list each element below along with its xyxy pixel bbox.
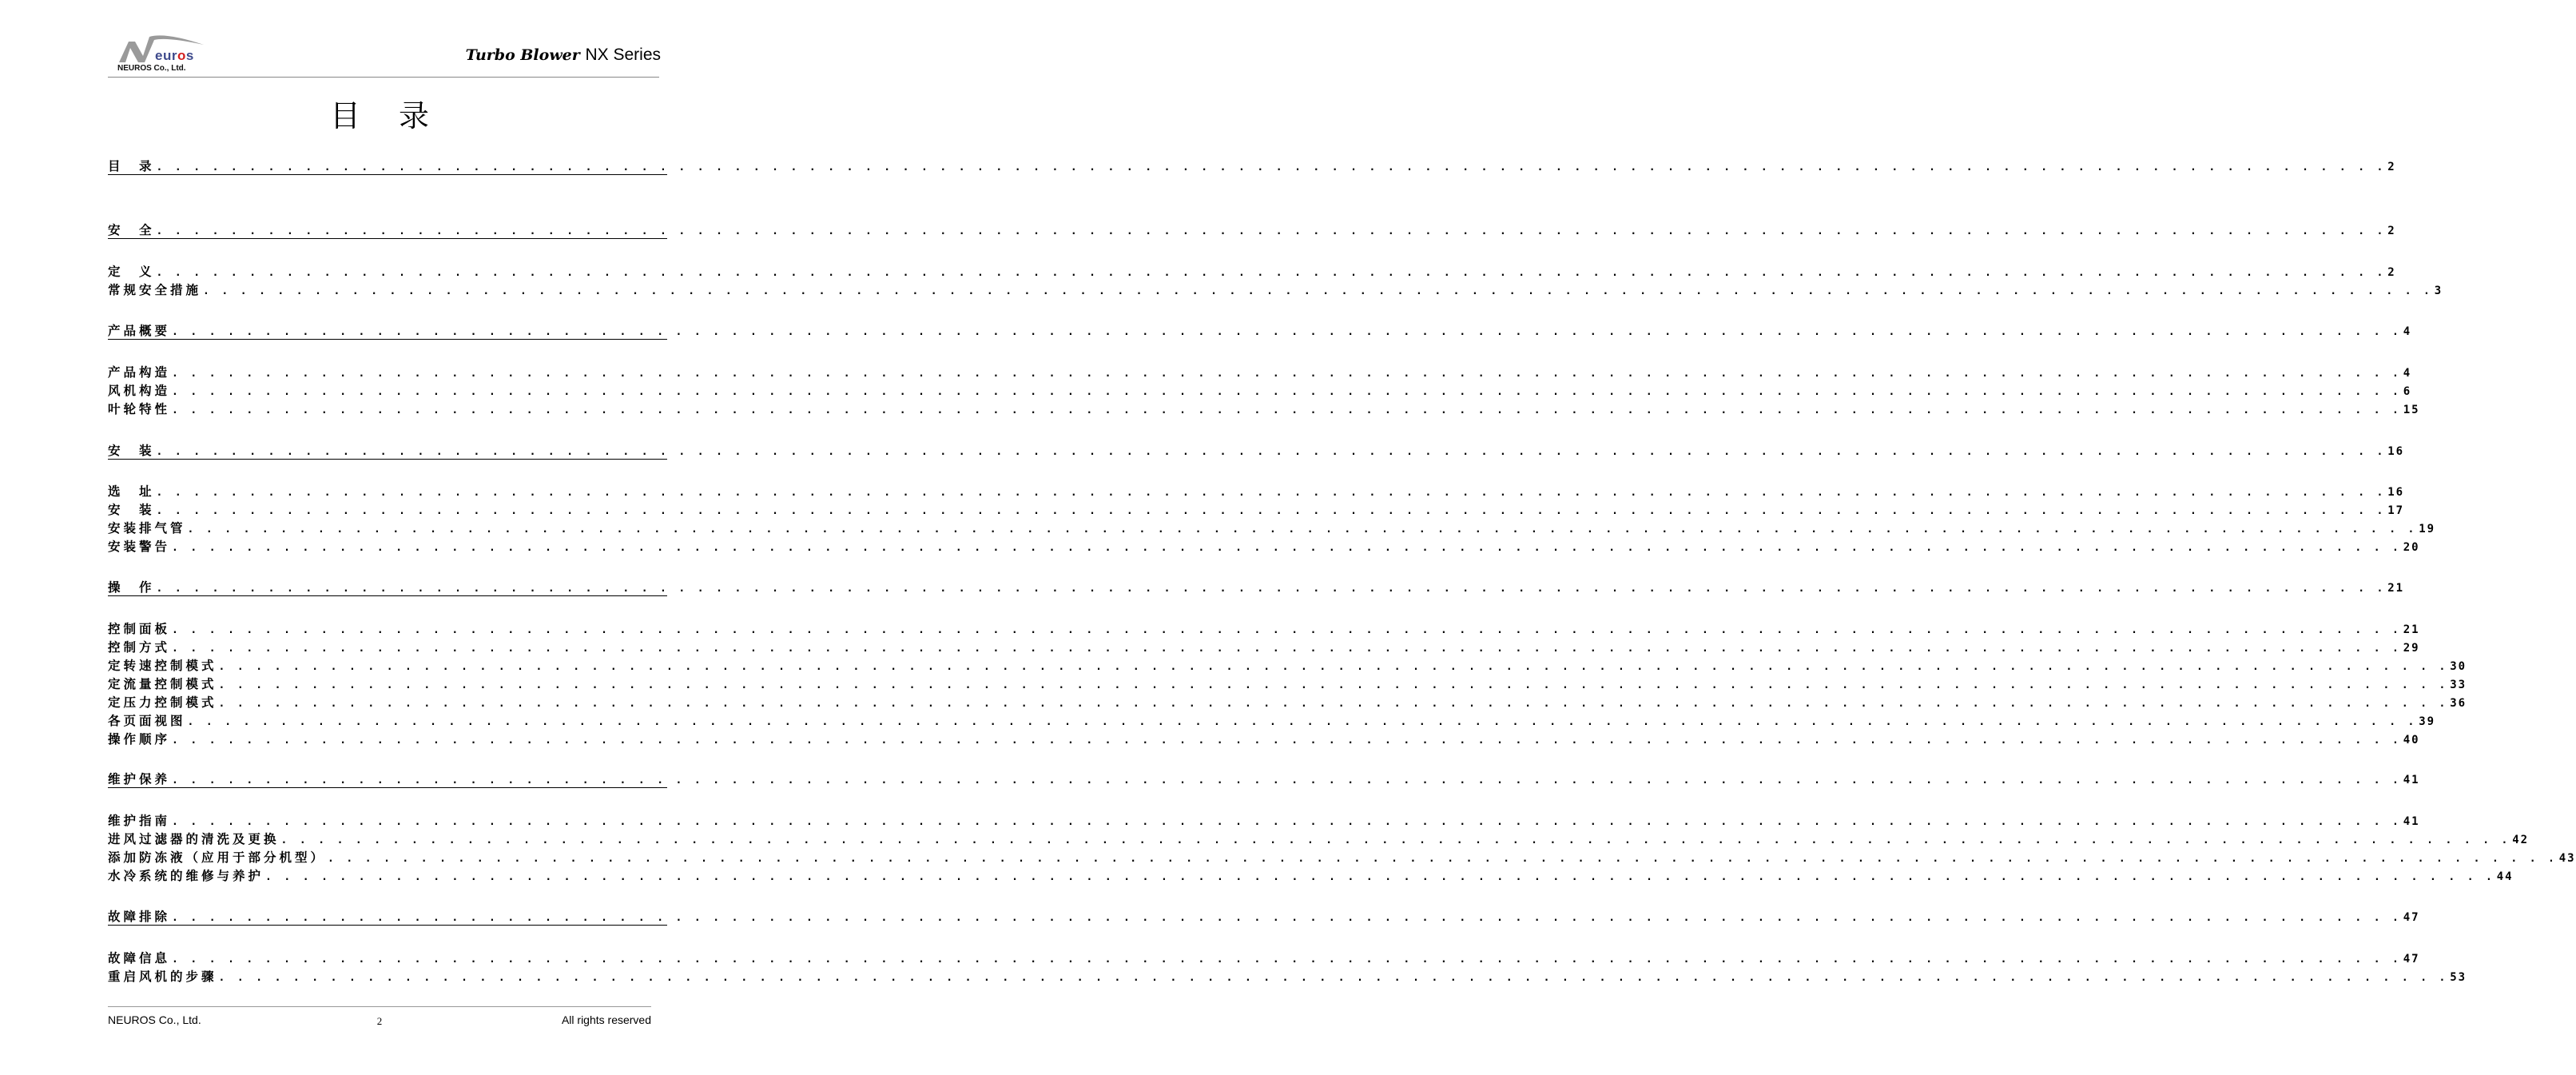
toc-entry-page: 29: [2403, 642, 2420, 655]
toc-subsection-entry[interactable]: [108, 712, 2436, 730]
toc-entry-page: 40: [2403, 734, 2420, 747]
toc-entry-title: 操作顺序: [108, 732, 171, 747]
toc-subsection-entry[interactable]: [108, 731, 2420, 748]
toc-entry-page: 39: [2419, 715, 2436, 728]
toc-entry-page: 2: [2387, 266, 2396, 279]
toc-entry-title: 水冷系统的维修与养护: [108, 869, 264, 883]
footer-company: NEUROS Co., Ltd.: [108, 1013, 201, 1026]
toc-dot-leader: . . . . . . . . . . . . . . . . . . . . . . . . . . . . . . . . . . . . . . . . . . . . . . . . . . . . . . . . . . . . . . . . . . . . . . . . . . . . . . . . . . . . . . . . . . . . . . . . . . . . . . . . . . . . . . . . . . . . . . . .: [203, 285, 2433, 297]
toc-dot-leader: . . . . . . . . . . . . . . . . . . . . . . . . . . . . . . . . . . . . . . . . . . . . . . . . . . . . . . . . . . . . . . . . . . . . . . . . . . . . . . . . . . . . . . . . . . . . . . . . . . . . . . . . . . . . . . . . . . . . . . . .: [172, 624, 2402, 636]
toc-subsection-entry[interactable]: [108, 263, 2396, 281]
toc-entry-title: 故障排除: [108, 910, 171, 924]
toc-dot-leader: . . . . . . . . . . . . . . . . . . . . . . . . . . . . . . . . . . . . . . . . . . . . . . . . . . . . . . . . . . . . . . . . . . . . . . . . . . . . . . . . . . . . . . . . . . . . . . . . . . . . . . . . . . . . . . . . . . . . . . . .: [187, 524, 2418, 536]
toc-entry-page: 20: [2403, 541, 2420, 554]
toc-dot-leader: . . . . . . . . . . . . . . . . . . . . . . . . . . . . . . . . . . . . . . . . . . . . . . . . . . . . . . . . . . . . . . . . . . . . . . . . . . . . . . . . . . . . . . . . . . . . . . . . . . . . . . . . . . . . . . . . . . . . . . . .: [280, 834, 2511, 846]
toc-entry-page: 16: [2387, 445, 2405, 458]
toc-entry-page: 2: [2387, 161, 2396, 173]
toc-dot-leader: . . . . . . . . . . . . . . . . . . . . . . . . . . . . . . . . . . . . . . . . . . . . . . . . . . . . . . . . . . . . . . . . . . . . . . . . . . . . . . . . . . . . . . . . . . . . . . . . . . . . . . . . . . . . . . . . . . . . . . . .: [172, 816, 2402, 828]
toc-section-entry[interactable]: [108, 221, 2396, 239]
logo-wordmark: euros: [155, 48, 194, 63]
product-series: NX Series: [585, 46, 661, 64]
toc-dot-leader: . . . . . . . . . . . . . . . . . . . . . . . . . . . . . . . . . . . . . . . . . . . . . . . . . . . . . . . . . . . . . . . . . . . . . . . . . . . . . . . . . . . . . . . . . . . . . . . . . . . . . . . . . . . . . . . . . . . . . . . .: [328, 853, 2558, 865]
toc-entry-page: 21: [2403, 623, 2420, 636]
toc-entry-title: 各页面视图: [108, 714, 186, 728]
toc-dot-leader: . . . . . . . . . . . . . . . . . . . . . . . . . . . . . . . . . . . . . . . . . . . . . . . . . . . . . . . . . . . . . . . . . . . . . . . . . . . . . . . . . . . . . . . . . . . . . . . . . . . . . . . . . . . . . . . . . . . . . . . .: [156, 267, 2387, 279]
toc-entry-title: 维护保养: [108, 772, 171, 786]
toc-entry-page: 21: [2387, 582, 2405, 595]
toc-subsection-entry[interactable]: [108, 483, 2405, 500]
toc-subsection-entry[interactable]: [108, 364, 2412, 381]
toc-entry-title: 常规安全措施: [108, 283, 202, 297]
toc-entry-page: 4: [2403, 325, 2412, 338]
toc-entry-title: 定压力控制模式: [108, 695, 217, 710]
toc-subsection-entry[interactable]: [108, 675, 2467, 693]
toc-section-entry[interactable]: [108, 579, 2405, 596]
toc-entry-page: 30: [2450, 660, 2467, 673]
toc-subsection-entry[interactable]: [108, 694, 2467, 711]
header-divider: [108, 77, 659, 78]
toc-entry-title: 产品概要: [108, 324, 171, 338]
toc-entry-title: 控制方式: [108, 640, 171, 655]
toc-entry-page: 47: [2403, 953, 2420, 966]
toc-entry-title: 定 义: [108, 265, 155, 279]
toc-dot-leader: . . . . . . . . . . . . . . . . . . . . . . . . . . . . . . . . . . . . . . . . . . . . . . . . . . . . . . . . . . . . . . . . . . . . . . . . . . . . . . . . . . . . . . . . . . . . . . . . . . . . . . . . . . . . . . . . . . . . . . . .: [172, 912, 2402, 924]
page-header: [108, 30, 661, 80]
toc-entry-page: 41: [2403, 815, 2420, 828]
toc-entry-page: 53: [2450, 971, 2467, 984]
toc-entry-page: 41: [2403, 774, 2420, 786]
toc-entry-page: 42: [2512, 834, 2530, 846]
toc-subsection-entry[interactable]: [108, 400, 2420, 418]
toc-subsection-entry[interactable]: [108, 950, 2420, 967]
logo-company-name: NEUROS Co., Ltd.: [117, 64, 186, 73]
toc-entry-title: 维护指南: [108, 814, 171, 828]
toc-entry-page: 16: [2387, 486, 2405, 499]
toc-entry-page: 43: [2558, 852, 2576, 865]
toc-entry-page: 19: [2419, 523, 2436, 536]
toc-entry-title: 添加防冻液（应用于部分机型）: [108, 850, 327, 865]
toc-subsection-entry[interactable]: [108, 501, 2405, 519]
toc-dot-leader: . . . . . . . . . . . . . . . . . . . . . . . . . . . . . . . . . . . . . . . . . . . . . . . . . . . . . . . . . . . . . . . . . . . . . . . . . . . . . . . . . . . . . . . . . . . . . . . . . . . . . . . . . . . . . . . . . . . . . . . .: [218, 679, 2449, 691]
toc-section-entry[interactable]: [108, 157, 2396, 175]
toc-entry-title: 安 装: [108, 503, 155, 517]
toc-entry-page: 3: [2434, 285, 2443, 297]
product-line: [466, 45, 661, 65]
toc-subsection-entry[interactable]: [108, 849, 2576, 866]
toc-dot-leader: . . . . . . . . . . . . . . . . . . . . . . . . . . . . . . . . . . . . . . . . . . . . . . . . . . . . . . . . . . . . . . . . . . . . . . . . . . . . . . . . . . . . . . . . . . . . . . . . . . . . . . . . . . . . . . . . . . . . . . . .: [172, 404, 2402, 416]
toc-subsection-entry[interactable]: [108, 382, 2412, 400]
toc-subsection-entry[interactable]: [108, 520, 2436, 537]
toc-entry-title: 目 录: [108, 159, 155, 173]
toc-entry-title: 风机构造: [108, 384, 171, 398]
toc-entry-page: 2: [2387, 225, 2396, 237]
toc-entry-title: 安装排气管: [108, 521, 186, 536]
neuros-logo: [117, 30, 221, 77]
toc-dot-leader: . . . . . . . . . . . . . . . . . . . . . . . . . . . . . . . . . . . . . . . . . . . . . . . . . . . . . . . . . . . . . . . . . . . . . . . . . . . . . . . . . . . . . . . . . . . . . . . . . . . . . . . . . . . . . . . . . . . . . . . .: [172, 735, 2402, 747]
toc-section-entry[interactable]: [108, 442, 2405, 460]
toc-entry-title: 进风过滤器的清洗及更换: [108, 832, 280, 846]
toc-entry-title: 控制面板: [108, 622, 171, 636]
toc-entry-title: 定转速控制模式: [108, 659, 217, 673]
toc-subsection-entry[interactable]: [108, 538, 2420, 555]
toc-entry-title: 安 全: [108, 223, 155, 237]
toc-entry-title: 操 作: [108, 580, 155, 595]
toc-entry-title: 产品构造: [108, 365, 171, 380]
toc-dot-leader: . . . . . . . . . . . . . . . . . . . . . . . . . . . . . . . . . . . . . . . . . . . . . . . . . . . . . . . . . . . . . . . . . . . . . . . . . . . . . . . . . . . . . . . . . . . . . . . . . . . . . . . . . . . . . . . . . . . . . . . .: [156, 446, 2387, 458]
toc-entry-title: 重启风机的步骤: [108, 969, 217, 984]
toc-dot-leader: . . . . . . . . . . . . . . . . . . . . . . . . . . . . . . . . . . . . . . . . . . . . . . . . . . . . . . . . . . . . . . . . . . . . . . . . . . . . . . . . . . . . . . . . . . . . . . . . . . . . . . . . . . . . . . . . . . . . . . . .: [172, 954, 2402, 966]
toc-subsection-entry[interactable]: [108, 968, 2467, 985]
toc-dot-leader: . . . . . . . . . . . . . . . . . . . . . . . . . . . . . . . . . . . . . . . . . . . . . . . . . . . . . . . . . . . . . . . . . . . . . . . . . . . . . . . . . . . . . . . . . . . . . . . . . . . . . . . . . . . . . . . . . . . . . . . .: [187, 716, 2418, 728]
toc-dot-leader: . . . . . . . . . . . . . . . . . . . . . . . . . . . . . . . . . . . . . . . . . . . . . . . . . . . . . . . . . . . . . . . . . . . . . . . . . . . . . . . . . . . . . . . . . . . . . . . . . . . . . . . . . . . . . . . . . . . . . . . .: [172, 386, 2402, 398]
toc-entry-title: 安装警告: [108, 539, 171, 554]
toc-entry-page: 44: [2496, 870, 2514, 883]
toc-dot-leader: . . . . . . . . . . . . . . . . . . . . . . . . . . . . . . . . . . . . . . . . . . . . . . . . . . . . . . . . . . . . . . . . . . . . . . . . . . . . . . . . . . . . . . . . . . . . . . . . . . . . . . . . . . . . . . . . . . . . . . . .: [156, 161, 2387, 173]
toc-dot-leader: . . . . . . . . . . . . . . . . . . . . . . . . . . . . . . . . . . . . . . . . . . . . . . . . . . . . . . . . . . . . . . . . . . . . . . . . . . . . . . . . . . . . . . . . . . . . . . . . . . . . . . . . . . . . . . . . . . . . . . . .: [265, 871, 2495, 883]
page-title: 目 录: [329, 98, 444, 133]
toc-section-entry[interactable]: [108, 770, 2420, 788]
toc-subsection-entry[interactable]: [108, 657, 2467, 675]
toc-dot-leader: . . . . . . . . . . . . . . . . . . . . . . . . . . . . . . . . . . . . . . . . . . . . . . . . . . . . . . . . . . . . . . . . . . . . . . . . . . . . . . . . . . . . . . . . . . . . . . . . . . . . . . . . . . . . . . . . . . . . . . . .: [172, 368, 2402, 380]
toc-dot-leader: . . . . . . . . . . . . . . . . . . . . . . . . . . . . . . . . . . . . . . . . . . . . . . . . . . . . . . . . . . . . . . . . . . . . . . . . . . . . . . . . . . . . . . . . . . . . . . . . . . . . . . . . . . . . . . . . . . . . . . . .: [218, 972, 2449, 984]
toc-subsection-entry[interactable]: [108, 830, 2530, 848]
toc-dot-leader: . . . . . . . . . . . . . . . . . . . . . . . . . . . . . . . . . . . . . . . . . . . . . . . . . . . . . . . . . . . . . . . . . . . . . . . . . . . . . . . . . . . . . . . . . . . . . . . . . . . . . . . . . . . . . . . . . . . . . . . .: [156, 225, 2387, 237]
toc-entry-title: 安 装: [108, 444, 155, 458]
footer-rights: All rights reserved: [561, 1013, 651, 1026]
toc-subsection-entry[interactable]: [108, 812, 2420, 830]
toc-section-entry[interactable]: [108, 322, 2412, 340]
toc-subsection-entry[interactable]: [108, 281, 2443, 299]
product-italic: Turbo Blower: [465, 46, 580, 64]
toc-dot-leader: . . . . . . . . . . . . . . . . . . . . . . . . . . . . . . . . . . . . . . . . . . . . . . . . . . . . . . . . . . . . . . . . . . . . . . . . . . . . . . . . . . . . . . . . . . . . . . . . . . . . . . . . . . . . . . . . . . . . . . . .: [172, 542, 2402, 554]
toc-subsection-entry[interactable]: [108, 620, 2420, 638]
toc-entry-title: 定流量控制模式: [108, 677, 217, 691]
toc-entry-page: 4: [2403, 367, 2412, 380]
footer-divider: [108, 1006, 651, 1007]
toc-dot-leader: . . . . . . . . . . . . . . . . . . . . . . . . . . . . . . . . . . . . . . . . . . . . . . . . . . . . . . . . . . . . . . . . . . . . . . . . . . . . . . . . . . . . . . . . . . . . . . . . . . . . . . . . . . . . . . . . . . . . . . . .: [172, 643, 2402, 655]
toc-section-entry[interactable]: [108, 908, 2420, 926]
toc-entry-title: 故障信息: [108, 951, 171, 966]
toc-dot-leader: . . . . . . . . . . . . . . . . . . . . . . . . . . . . . . . . . . . . . . . . . . . . . . . . . . . . . . . . . . . . . . . . . . . . . . . . . . . . . . . . . . . . . . . . . . . . . . . . . . . . . . . . . . . . . . . . . . . . . . . .: [172, 774, 2402, 786]
toc-dot-leader: . . . . . . . . . . . . . . . . . . . . . . . . . . . . . . . . . . . . . . . . . . . . . . . . . . . . . . . . . . . . . . . . . . . . . . . . . . . . . . . . . . . . . . . . . . . . . . . . . . . . . . . . . . . . . . . . . . . . . . . .: [156, 583, 2387, 595]
toc-entry-page: 15: [2403, 404, 2420, 416]
toc-entry-page: 17: [2387, 504, 2405, 517]
footer-page-number: 2: [376, 1015, 383, 1027]
toc-dot-leader: . . . . . . . . . . . . . . . . . . . . . . . . . . . . . . . . . . . . . . . . . . . . . . . . . . . . . . . . . . . . . . . . . . . . . . . . . . . . . . . . . . . . . . . . . . . . . . . . . . . . . . . . . . . . . . . . . . . . . . . .: [156, 505, 2387, 517]
toc-entry-page: 47: [2403, 911, 2420, 924]
toc-dot-leader: . . . . . . . . . . . . . . . . . . . . . . . . . . . . . . . . . . . . . . . . . . . . . . . . . . . . . . . . . . . . . . . . . . . . . . . . . . . . . . . . . . . . . . . . . . . . . . . . . . . . . . . . . . . . . . . . . . . . . . . .: [218, 661, 2449, 673]
toc-entry-title: 选 址: [108, 484, 155, 499]
toc-subsection-entry[interactable]: [108, 639, 2420, 656]
toc-entry-page: 6: [2403, 385, 2412, 398]
toc-entry-page: 33: [2450, 679, 2467, 691]
toc-entry-title: 叶轮特性: [108, 402, 171, 416]
toc-dot-leader: . . . . . . . . . . . . . . . . . . . . . . . . . . . . . . . . . . . . . . . . . . . . . . . . . . . . . . . . . . . . . . . . . . . . . . . . . . . . . . . . . . . . . . . . . . . . . . . . . . . . . . . . . . . . . . . . . . . . . . . .: [172, 326, 2402, 338]
toc-dot-leader: . . . . . . . . . . . . . . . . . . . . . . . . . . . . . . . . . . . . . . . . . . . . . . . . . . . . . . . . . . . . . . . . . . . . . . . . . . . . . . . . . . . . . . . . . . . . . . . . . . . . . . . . . . . . . . . . . . . . . . . .: [156, 487, 2387, 499]
toc-entry-page: 36: [2450, 697, 2467, 710]
toc-dot-leader: . . . . . . . . . . . . . . . . . . . . . . . . . . . . . . . . . . . . . . . . . . . . . . . . . . . . . . . . . . . . . . . . . . . . . . . . . . . . . . . . . . . . . . . . . . . . . . . . . . . . . . . . . . . . . . . . . . . . . . . .: [218, 698, 2449, 710]
toc-subsection-entry[interactable]: [108, 867, 2514, 885]
